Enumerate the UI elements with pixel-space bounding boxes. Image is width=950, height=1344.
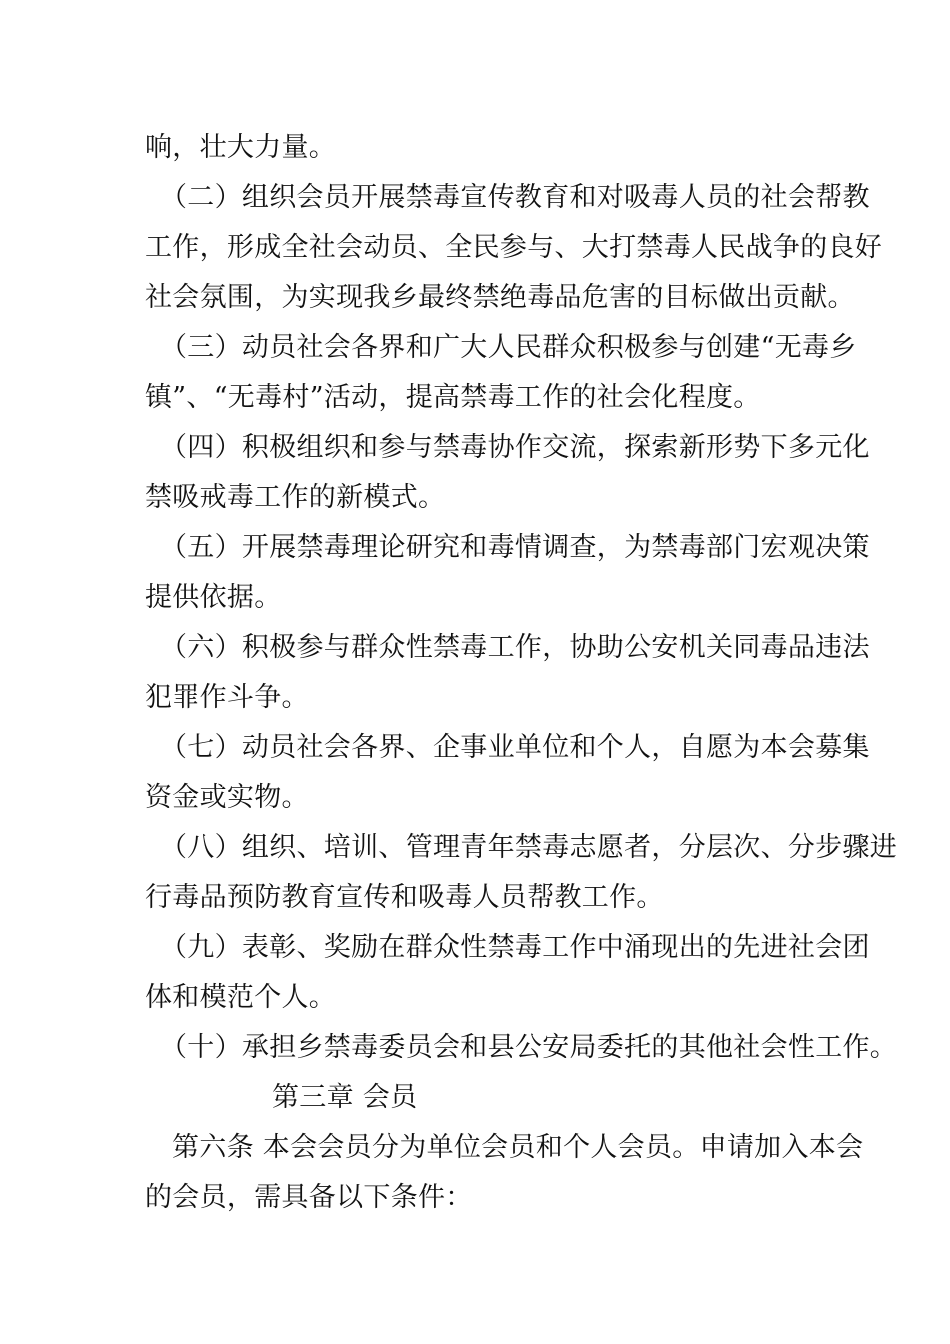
article-6: 第六条 本会会员分为单位会员和个人会员。申请加入本会: [172, 1132, 864, 1163]
list-item-6: （六）积极参与群众性禁毒工作，协助公安机关同毒品违法: [160, 632, 870, 663]
text-line: 社会氛围，为实现我乡最终禁绝毒品危害的目标做出贡献。: [145, 282, 855, 313]
text-line: 资金或实物。: [145, 782, 309, 813]
list-item-3: （三）动员社会各界和广大人民群众积极参与创建“无毒乡: [160, 332, 857, 363]
list-item-7: （七）动员社会各界、企事业单位和个人，自愿为本会募集: [160, 732, 870, 763]
text-line: 体和模范个人。: [145, 982, 337, 1013]
text-line: 提供依据。: [145, 582, 282, 613]
list-item-5: （五）开展禁毒理论研究和毒情调查，为禁毒部门宏观决策: [160, 532, 870, 563]
list-item-2: （二）组织会员开展禁毒宣传教育和对吸毒人员的社会帮教: [160, 182, 870, 213]
text-line: 行毒品预防教育宣传和吸毒人员帮教工作。: [145, 882, 664, 913]
list-item-9: （九）表彰、奖励在群众性禁毒工作中涌现出的先进社会团: [160, 932, 870, 963]
list-item-8: （八）组织、培训、管理青年禁毒志愿者，分层次、分步骤进: [160, 832, 898, 863]
text-line: 响，壮大力量。: [145, 132, 337, 163]
text-line: 镇”、“无毒村”活动，提高禁毒工作的社会化程度。: [145, 382, 761, 413]
text-line: 工作，形成全社会动员、全民参与、大打禁毒人民战争的良好: [145, 232, 883, 263]
list-item-10: （十）承担乡禁毒委员会和县公安局委托的其他社会性工作。: [160, 1032, 898, 1063]
chapter-heading: 第三章 会员: [272, 1082, 418, 1113]
text-line: 禁吸戒毒工作的新模式。: [145, 482, 446, 513]
list-item-4: （四）积极组织和参与禁毒协作交流，探索新形势下多元化: [160, 432, 870, 463]
text-line: 的会员，需具备以下条件：: [145, 1182, 473, 1213]
text-line: 犯罪作斗争。: [145, 682, 309, 713]
